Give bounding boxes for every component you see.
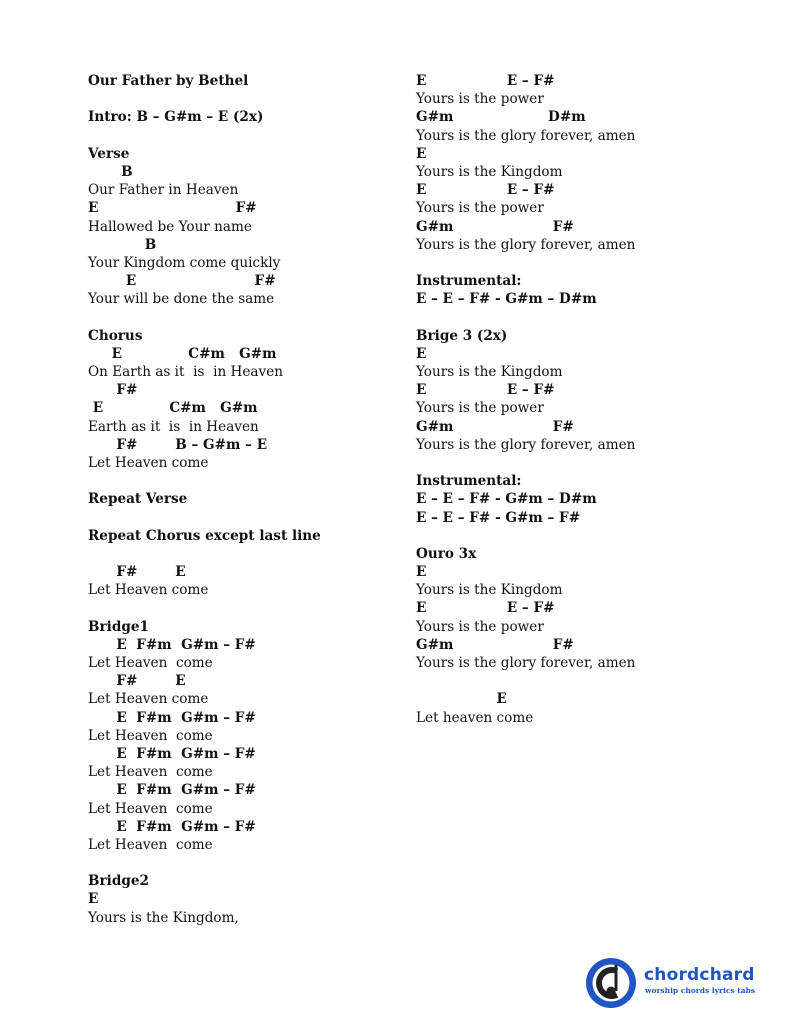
chord-or-heading-line: G#m F# — [416, 636, 574, 653]
lyric-line: Yours is the Kingdom — [416, 163, 563, 180]
chord-or-heading-line: E E – F# — [416, 382, 555, 399]
lyric-line: Your will be done the same — [88, 291, 275, 308]
blank-line — [88, 854, 388, 872]
lyric-line: Let Heaven come — [88, 454, 209, 471]
chord-or-heading-line: Instrumental: — [416, 273, 522, 290]
chord-or-heading-line: F# B – G#m – E — [88, 436, 268, 453]
chord-or-heading-line: Verse — [88, 145, 130, 162]
chord-or-heading-line: E — [416, 145, 427, 162]
chord-or-heading-line: E – E – F# - G#m – D#m — [416, 291, 597, 308]
blank-line — [88, 90, 388, 108]
chord-or-heading-line: Brige 3 (2x) — [416, 327, 508, 344]
blank-line — [88, 472, 388, 490]
lyric-line: Let Heaven come — [88, 764, 213, 781]
right-column — [416, 72, 756, 727]
blank-line — [416, 672, 756, 690]
chordchard-logo-icon — [584, 956, 638, 1010]
chordchard-logo[interactable] — [584, 956, 766, 1008]
lyric-line: Yours is the glory forever, amen — [416, 236, 636, 253]
lyric-line: Yours is the Kingdom — [416, 364, 563, 380]
left-column — [88, 72, 388, 927]
blank-line — [88, 545, 388, 563]
lyric-line: Let Heaven come — [88, 800, 213, 817]
chord-or-heading-line: F# — [88, 382, 138, 399]
lyric-line: Earth as it is in Heaven — [88, 418, 259, 435]
lyric-line: On Earth as it is in Heaven — [88, 364, 284, 380]
logo-tagline: worship chords lyrics tabs — [645, 986, 756, 995]
chord-or-heading-line: E C#m G#m — [88, 400, 258, 417]
chord-or-heading-line: E F#m G#m – F# — [88, 818, 256, 835]
chord-or-heading-line: E F# — [88, 273, 276, 290]
lyric-line: Yours is the glory forever, amen — [416, 436, 636, 453]
blank-line — [88, 127, 388, 145]
chord-or-heading-line: E F#m G#m – F# — [88, 709, 256, 726]
lyric-line: Let Heaven come — [88, 582, 209, 599]
chord-or-heading-line: G#m F# — [416, 418, 574, 435]
lyric-line: Our Father in Heaven — [88, 182, 239, 199]
chord-or-heading-line: F# E — [88, 564, 186, 581]
chord-or-heading-line: E E – F# — [416, 600, 555, 617]
blank-line — [416, 527, 756, 545]
lyric-line: Yours is the power — [416, 91, 544, 108]
blank-line — [416, 308, 756, 326]
chord-or-heading-line: Bridge1 — [88, 618, 149, 635]
chord-or-heading-line: E F# — [88, 200, 257, 217]
blank-line — [88, 308, 388, 326]
chord-or-heading-line: Our Father by Bethel — [88, 73, 249, 89]
chord-or-heading-line: E E – F# — [416, 182, 555, 199]
lyric-line: Yours is the power — [416, 200, 544, 217]
lyric-line: Let Heaven come — [88, 727, 213, 744]
lyric-line: Hallowed be Your name — [88, 218, 252, 235]
chord-or-heading-line: E E – F# — [416, 73, 555, 89]
lyric-line: Yours is the power — [416, 618, 544, 635]
lyric-line: Yours is the Kingdom — [416, 582, 563, 599]
lyric-line: Let Heaven come — [88, 691, 209, 708]
lyric-line: Let Heaven come — [88, 836, 213, 853]
chord-or-heading-line: G#m D#m — [416, 109, 586, 126]
blank-line — [416, 254, 756, 272]
lyric-line: Yours is the glory forever, amen — [416, 655, 636, 671]
chord-or-heading-line: B — [88, 236, 157, 253]
chord-or-heading-line: E – E – F# - G#m – F# — [416, 509, 581, 526]
chord-or-heading-line: B — [88, 163, 133, 180]
chord-or-heading-line: E F#m G#m – F# — [88, 782, 256, 799]
chord-or-heading-line: G#m F# — [416, 218, 574, 235]
chord-or-heading-line: E — [416, 345, 427, 362]
lyric-line: Yours is the Kingdom, — [88, 909, 239, 926]
chord-or-heading-line: E F#m G#m – F# — [88, 636, 256, 653]
logo-brand-name: chordchard — [644, 965, 755, 985]
chord-or-heading-line: F# E — [88, 673, 186, 690]
lyric-line: Let heaven come — [416, 709, 534, 726]
chord-or-heading-line: E — [416, 691, 507, 708]
chord-or-heading-line: Repeat Chorus except last line — [88, 527, 321, 544]
lyric-line: Yours is the power — [416, 400, 544, 417]
blank-line — [88, 509, 388, 527]
chord-or-heading-line: E — [416, 564, 427, 581]
chord-or-heading-line: E F#m G#m – F# — [88, 745, 256, 762]
lyric-line: Your Kingdom come quickly — [88, 254, 281, 271]
chord-or-heading-line: Instrumental: — [416, 473, 522, 490]
chord-or-heading-line: E C#m G#m — [88, 345, 277, 362]
chord-or-heading-line: Intro: B – G#m – E (2x) — [88, 109, 264, 126]
blank-line — [88, 599, 388, 617]
chord-or-heading-line: E — [88, 891, 99, 908]
chord-or-heading-line: Repeat Verse — [88, 491, 188, 508]
chord-or-heading-line: E – E – F# - G#m – D#m — [416, 491, 597, 508]
lyric-line: Let Heaven come — [88, 655, 213, 671]
chord-or-heading-line: Ouro 3x — [416, 545, 477, 562]
chord-or-heading-line: Bridge2 — [88, 873, 149, 890]
lyric-line: Yours is the glory forever, amen — [416, 127, 636, 144]
chord-or-heading-line: Chorus — [88, 327, 143, 344]
blank-line — [416, 454, 756, 472]
